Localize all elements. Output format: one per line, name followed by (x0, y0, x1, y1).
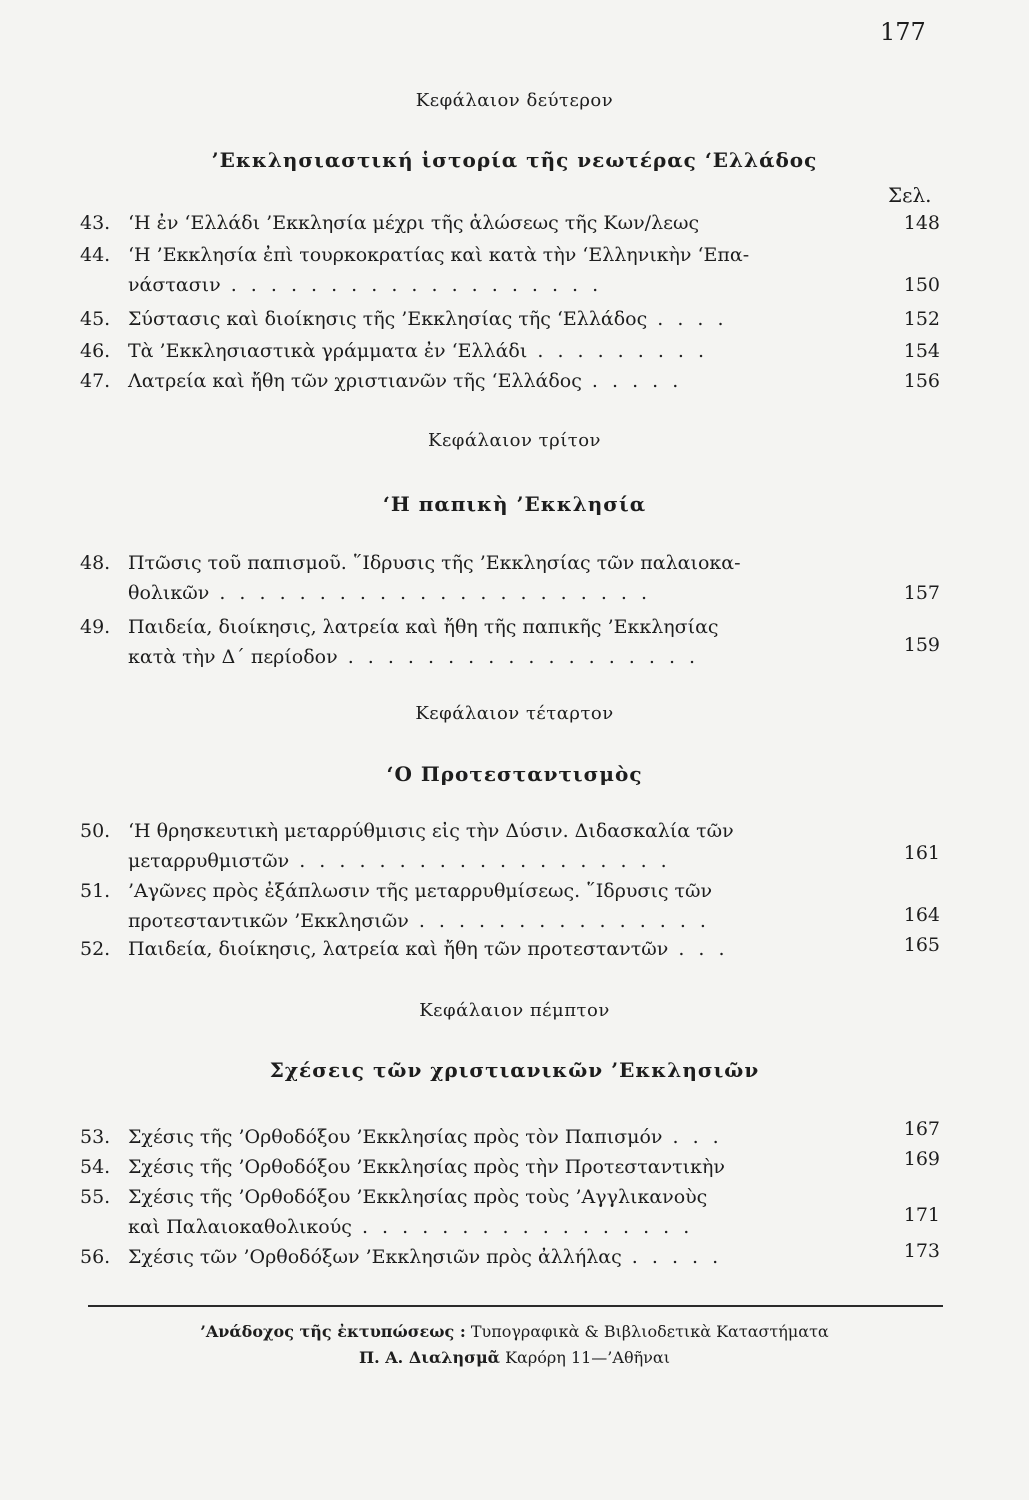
entry-title-continued: μεταρρυθμιστῶν (128, 850, 290, 872)
entry-page: 156 (903, 370, 940, 392)
entry-page: 164 (903, 904, 940, 926)
leader-dots: . . . . . . . . . (527, 340, 709, 362)
leader-dots: . . . . . . . . . . . . . . . (408, 910, 710, 932)
entry-title: Σύστασις καὶ διοίκησις τῆς ’Εκκλησίας τῆς ‘Ελλάδος (128, 308, 648, 330)
printer-name: Π. Α. Διαλησμᾶ (359, 1348, 500, 1367)
entry-number: 46. (80, 340, 111, 362)
leader-dots: . . . . . . . . . . . . . . . . . . . (289, 850, 671, 872)
entry-page: 159 (903, 634, 940, 656)
entry-page: 150 (903, 274, 940, 296)
entry-number: 50. (80, 820, 111, 842)
entry-page: 167 (903, 1118, 940, 1140)
toc-entry (80, 208, 940, 238)
entry-number: 47. (80, 370, 111, 392)
leader-dots: . . . . . . . . . . . . . . . . . . . (220, 274, 603, 296)
entry-title: Παιδεία, διοίκησις, λατρεία καὶ ἤθη τῶν προτεσταντῶν (128, 938, 669, 960)
entry-title-continued: νάστασιν (128, 274, 221, 296)
page-number: 177 (880, 18, 926, 46)
entry-title-continued: καὶ Παλαιοκαθολικούς (128, 1216, 352, 1238)
entry-number: 45. (80, 308, 111, 330)
entry-page: 161 (903, 842, 940, 864)
entry-title: ‘Η ἐν ‘Ελλάδι ’Εκκλησία μέχρι τῆς ἁλώσεως τῆς Κων/λεως (128, 212, 700, 234)
leader-dots: . . . . . . . . . . . . . . . . . . (337, 646, 700, 668)
entry-title: Σχέσις τῆς ’Ορθοδόξου ’Εκκλησίας πρὸς τοὺς ’Αγγλικανοὺς (128, 1186, 708, 1208)
toc-entry (80, 1118, 940, 1152)
section-title: ’Εκκλησιαστική ἱστορία τῆς νεωτέρας ‘Ελλάδος (211, 148, 818, 172)
printer-credit-line-1 (0, 1322, 1029, 1341)
printer-description: Τυπογραφικὰ & Βιβλιοδετικὰ Καταστήματα (470, 1322, 829, 1341)
entry-number: 55. (80, 1186, 111, 1208)
chapter-heading: Κεφάλαιον τρίτον (428, 430, 601, 451)
printer-address: Καρόρη 11—’Αθῆναι (505, 1348, 670, 1367)
entry-title: Σχέσις τῆς ’Ορθοδόξου ’Εκκλησίας πρὸς τὴν Προτεσταντικὴν (128, 1156, 725, 1178)
leader-dots: . . . . . . . . . . . . . . . . . (351, 1216, 694, 1238)
entry-title-continued: κατὰ τὴν Δ΄ περίοδον (128, 646, 338, 668)
chapter-heading: Κεφάλαιον τέταρτον (415, 703, 614, 724)
toc-entry (80, 1182, 940, 1242)
toc-entry (80, 816, 940, 876)
entry-number: 52. (80, 938, 111, 960)
toc-entry (80, 366, 940, 396)
section-title: Σχέσεις τῶν χριστιανικῶν ’Εκκλησιῶν (269, 1058, 760, 1082)
entry-title: ‘Η ’Εκκλησία ἐπὶ τουρκοκρατίας καὶ κατὰ τὴν ‘Ελληνικὴν ‘Επα- (128, 244, 750, 266)
entry-title: Παιδεία, διοίκησις, λατρεία καὶ ἤθη τῆς παπικῆς ’Εκκλησίας (128, 616, 719, 638)
entry-number: 43. (80, 212, 111, 234)
entry-title: Σχέσις τῆς ’Ορθοδόξου ’Εκκλησίας πρὸς τὸν Παπισμόν (128, 1126, 663, 1148)
leader-dots: . . . . . (621, 1246, 723, 1268)
chapter-heading: Κεφάλαιον πέμπτον (419, 1000, 610, 1021)
toc-entry (80, 304, 940, 334)
entry-page: 152 (903, 308, 940, 330)
toc-entry (80, 876, 940, 936)
entry-number: 44. (80, 244, 111, 266)
entry-title: Τὰ ’Εκκλησιαστικὰ γράμματα ἐν ‘Ελλάδι (128, 340, 528, 362)
entry-page: 148 (903, 212, 940, 234)
footer-rule (88, 1305, 943, 1307)
page-column-label: Σελ. (888, 183, 932, 207)
entry-title: ‘Η θρησκευτικὴ μεταρρύθμισις εἰς τὴν Δύσιν. Διδασκαλία τῶν (128, 820, 734, 842)
entry-number: 48. (80, 552, 111, 574)
toc-entry (80, 240, 940, 300)
entry-number: 53. (80, 1126, 111, 1148)
entry-title: Πτῶσις τοῦ παπισμοῦ. ῞Ιδρυσις τῆς ’Εκκλησίας τῶν παλαιοκα- (128, 552, 741, 574)
entry-page: 169 (903, 1148, 940, 1170)
leader-dots: . . . (668, 938, 729, 960)
entry-page: 154 (903, 340, 940, 362)
toc-entry (80, 934, 940, 964)
toc-entry (80, 1148, 940, 1182)
toc-entry (80, 612, 940, 672)
section-title: ‘Η παπικὴ ’Εκκλησία (382, 492, 647, 516)
entry-title: Λατρεία καὶ ἤθη τῶν χριστιανῶν τῆς ‘Ελλάδος (128, 370, 582, 392)
entry-number: 54. (80, 1156, 111, 1178)
section-title: ‘Ο Προτεσταντισμὸς (386, 762, 643, 786)
entry-page: 165 (903, 934, 940, 956)
entry-title-continued: θολικῶν (128, 582, 210, 604)
entry-page: 157 (903, 582, 940, 604)
entry-number: 56. (80, 1246, 111, 1268)
entry-page: 173 (903, 1240, 940, 1262)
toc-entry (80, 548, 940, 608)
entry-number: 49. (80, 616, 111, 638)
leader-dots: . . . . . (581, 370, 683, 392)
printer-label: ’Ανάδοχος τῆς ἐκτυπώσεως : (200, 1322, 466, 1341)
entry-title-continued: προτεσταντικῶν ’Εκκλησιῶν (128, 910, 409, 932)
chapter-heading: Κεφάλαιον δεύτερον (415, 90, 614, 111)
entry-title: Σχέσις τῶν ’Ορθοδόξων ’Εκκλησιῶν πρὸς ἀλλήλας (128, 1246, 622, 1268)
entry-title: ’Αγῶνες πρὸς ἐξάπλωσιν τῆς μεταρρυθμίσεως. ῞Ιδρυσις τῶν (128, 880, 713, 902)
entry-page: 171 (903, 1204, 940, 1226)
toc-entry (80, 336, 940, 366)
leader-dots: . . . . . . . . . . . . . . . . . . . . . . (209, 582, 652, 604)
entry-number: 51. (80, 880, 111, 902)
leader-dots: . . . . (647, 308, 728, 330)
leader-dots: . . . (662, 1126, 723, 1148)
toc-entry (80, 1242, 940, 1272)
printer-credit-line-2 (0, 1348, 1029, 1367)
